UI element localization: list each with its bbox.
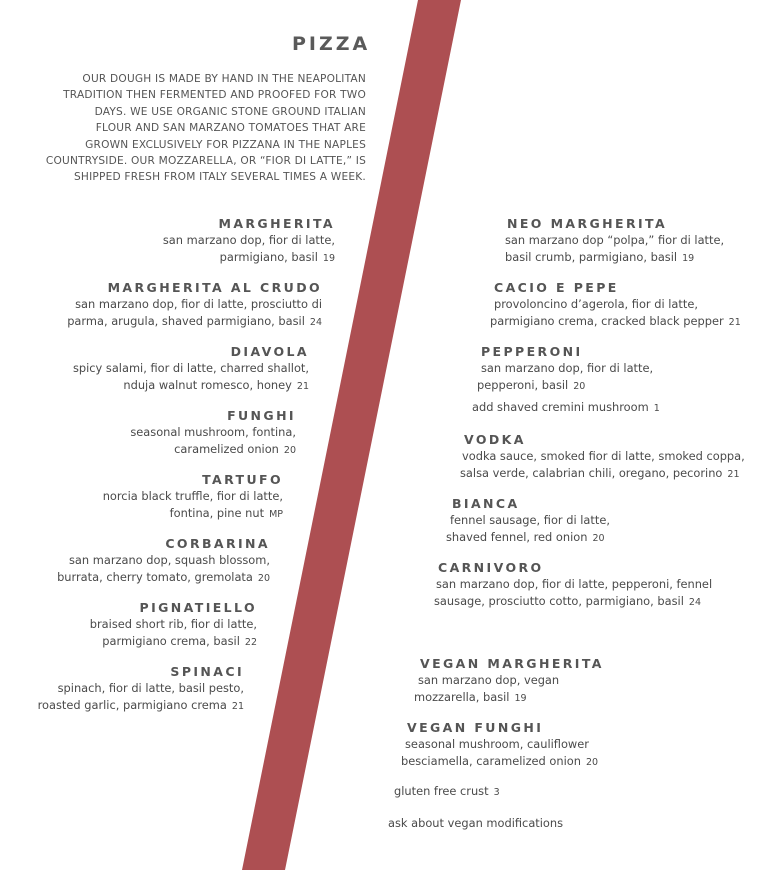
item-price: 20	[280, 444, 296, 456]
item-price: 24	[685, 596, 701, 608]
menu-item-neo-margherita	[507, 216, 724, 267]
item-price: 19	[319, 252, 335, 264]
gluten-free-note: gluten free crust 3	[394, 784, 500, 798]
item-price: 21	[228, 700, 244, 712]
item-name: TARTUFO	[202, 472, 283, 487]
item-description: san marzano dop, vegan mozzarella, basil 19	[414, 673, 560, 704]
item-price: 21	[725, 316, 741, 328]
item-name: FUNGHI	[227, 408, 296, 423]
item-description: provoloncino d’agerola, fior di latte, parmigiano crema, cracked black pepper 21	[490, 297, 741, 328]
item-price: 20	[254, 572, 270, 584]
item-description: seasonal mushroom, cauliflower besciamella, caramelized onion 20	[401, 737, 599, 768]
menu-item-funghi	[130, 408, 296, 459]
menu-item-cacio-e-pepe	[490, 280, 741, 331]
item-description: spicy salami, fior di latte, charred shallot, nduja walnut romesco, honey 21	[72, 361, 309, 392]
item-description: san marzano dop, fior di latte, parmigiano, basil 19	[162, 233, 335, 264]
section-title: PIZZA	[292, 33, 371, 55]
item-name: VODKA	[464, 432, 526, 447]
intro-text: OUR DOUGH IS MADE BY HAND IN THE NEAPOLITAN TRADITION THEN FERMENTED AND PROOFED FOR TWO DAYS. WE USE ORGANIC STONE GROUND ITALIAN FLOUR AND SAN MARZANO TOMATOES THAT ARE GROWN EXCLUSIVELY FOR PIZZANA IN THE NAPLES COUNTRYSIDE. OUR MOZZARELLA, OR “FIOR DI LATTE,” IS SHIPPED FRESH FROM ITALY SEVERAL TIMES A WEEK.	[45, 73, 366, 184]
item-price: 22	[241, 636, 257, 648]
item-price: 20	[582, 756, 599, 768]
item-description: vodka sauce, smoked fior di latte, smoked coppa, salsa verde, calabrian chili, oregano, pecorino 21	[460, 449, 745, 480]
item-description: fennel sausage, fior di latte, shaved fennel, red onion 20	[446, 513, 610, 544]
item-name: MARGHERITA	[218, 216, 335, 231]
menu-item-pepperoni	[477, 344, 654, 395]
item-name: CORBARINA	[165, 536, 270, 551]
item-description: san marzano dop, fior di latte, prosciutto di parma, arugula, shaved parmigiano, basil 24	[67, 297, 322, 328]
menu-item-spinaci	[38, 664, 244, 715]
item-description: braised short rib, fior di latte, parmigiano crema, basil 22	[89, 617, 257, 648]
item-name: PEPPERONI	[481, 344, 583, 359]
menu-item-corbarina	[57, 536, 270, 587]
item-description: san marzano dop, fior di latte, pepperoni, fennel sausage, prosciutto cotto, parmigiano, basil 24	[434, 577, 713, 608]
item-price: 20	[589, 532, 605, 544]
item-name: CACIO E PEPE	[494, 280, 619, 295]
item-description: seasonal mushroom, fontina, caramelized onion 20	[130, 425, 296, 456]
item-description: san marzano dop, squash blossom, burrata, cherry tomato, gremolata 20	[57, 553, 270, 584]
menu-item-carnivoro	[434, 560, 713, 611]
menu-item-margherita	[163, 216, 335, 267]
menu-item-vodka	[460, 432, 745, 483]
vegan-modifications-note: ask about vegan modifications	[388, 816, 564, 830]
menu-item-vegan-margherita	[414, 656, 604, 707]
item-name: NEO MARGHERITA	[507, 216, 668, 231]
item-name: CARNIVORO	[438, 560, 544, 575]
item-name: VEGAN MARGHERITA	[420, 656, 604, 671]
item-name: PIGNATIELLO	[139, 600, 257, 615]
item-name: VEGAN FUNGHI	[407, 720, 544, 735]
menu-item-bianca	[446, 496, 610, 547]
item-description: san marzano dop “polpa,” fior di latte, basil crumb, parmigiano, basil 19	[505, 233, 725, 264]
item-price: 21	[293, 380, 309, 392]
item-name: DIAVOLA	[230, 344, 309, 359]
item-description: spinach, fior di latte, basil pesto, roasted garlic, parmigiano crema 21	[37, 681, 244, 712]
item-price: 21	[724, 468, 740, 480]
item-description: san marzano dop, fior di latte, pepperoni, basil 20	[477, 361, 654, 392]
menu-item-diavola	[73, 344, 309, 395]
menu-item-pignatiello	[90, 600, 257, 651]
item-price: 20	[570, 380, 586, 392]
item-name: SPINACI	[170, 664, 244, 679]
item-name: MARGHERITA AL CRUDO	[107, 280, 322, 295]
addon-mushroom: add shaved cremini mushroom 1	[472, 400, 660, 414]
item-name: BIANCA	[452, 496, 520, 511]
item-price: 24	[306, 316, 322, 328]
addon-price: 1	[650, 403, 660, 414]
gluten-free-price: 3	[490, 787, 500, 798]
item-description: norcia black truffle, fior di latte, fontina, pine nut MP	[102, 489, 283, 520]
item-price: MP	[266, 508, 283, 520]
item-price: 19	[511, 692, 527, 704]
menu-item-vegan-funghi	[401, 720, 599, 771]
menu-item-margherita-al-crudo	[67, 280, 322, 331]
item-price: 19	[679, 252, 695, 264]
menu-item-tartufo	[103, 472, 283, 523]
